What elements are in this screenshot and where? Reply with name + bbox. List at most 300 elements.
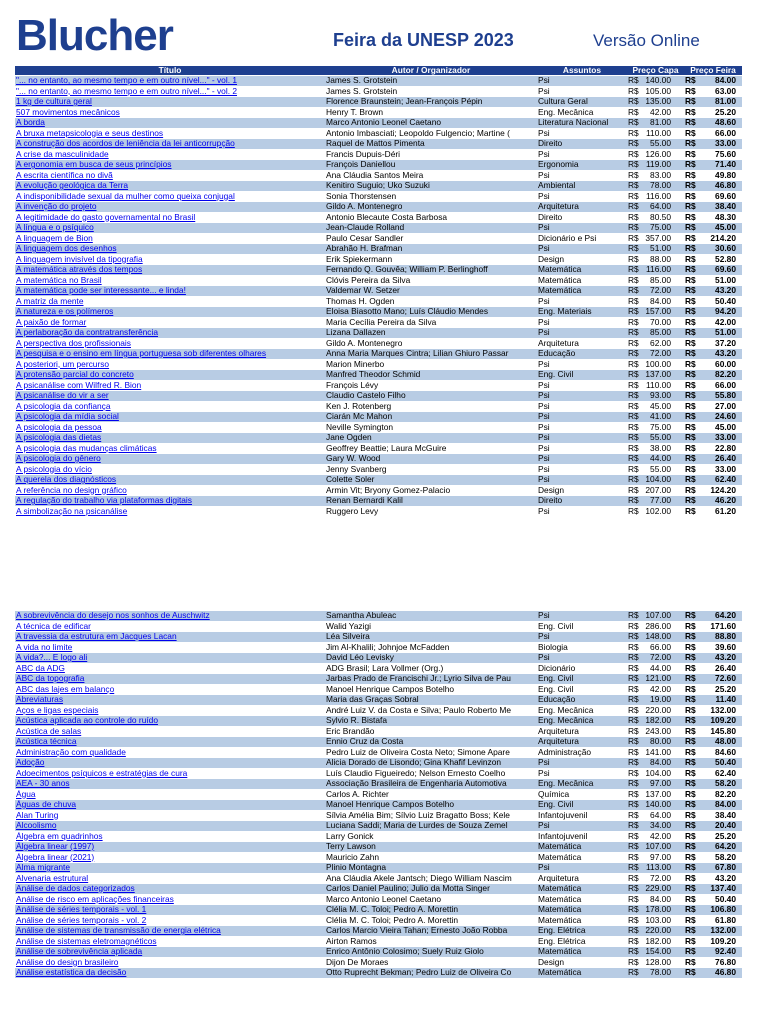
currency-symbol: R$ [628, 936, 639, 946]
book-author: André Luiz V. da Costa e Silva; Paulo Roberto Me [325, 705, 537, 716]
book-title-link[interactable]: A linguagem invisível da tipografia [15, 254, 325, 265]
cover-price [627, 139, 684, 150]
cover-price [627, 97, 684, 108]
cover-price [627, 149, 684, 160]
fair-price [684, 894, 742, 905]
table-row [15, 506, 742, 517]
book-title-link[interactable]: A perlaboração da contratransferência [15, 328, 325, 339]
book-title-link[interactable]: A simbolização na psicanálise [15, 506, 325, 517]
fair-price-value: 50.40 [715, 757, 736, 767]
currency-symbol: R$ [685, 338, 696, 348]
fair-price [684, 800, 742, 811]
cover-price-value: 84.00 [650, 296, 671, 306]
book-title-link[interactable]: A técnica de edificar [15, 621, 325, 632]
currency-symbol: R$ [628, 715, 639, 725]
book-title-link[interactable]: A travessia da estrutura em Jacques Lacan [15, 632, 325, 643]
cover-price-value: 88.00 [650, 254, 671, 264]
table-row [15, 894, 742, 905]
currency-symbol: R$ [628, 96, 639, 106]
fair-price [684, 716, 742, 727]
book-subject: Psi [537, 191, 627, 202]
book-subject: Educação [537, 695, 627, 706]
currency-symbol: R$ [685, 631, 696, 641]
currency-symbol: R$ [628, 831, 639, 841]
fair-price-value: 33.00 [715, 138, 736, 148]
cover-price-value: 66.00 [650, 642, 671, 652]
currency-symbol: R$ [628, 159, 639, 169]
cover-price-value: 44.00 [650, 453, 671, 463]
cover-price-value: 97.00 [650, 852, 671, 862]
fair-price [684, 915, 742, 926]
currency-symbol: R$ [628, 726, 639, 736]
currency-symbol: R$ [685, 191, 696, 201]
fair-price-value: 46.20 [715, 495, 736, 505]
fair-price-value: 84.00 [715, 75, 736, 85]
fair-price-value: 43.20 [715, 652, 736, 662]
fair-price [684, 401, 742, 412]
cover-price [627, 852, 684, 863]
currency-symbol: R$ [628, 495, 639, 505]
fair-price [684, 831, 742, 842]
book-subject: Psi [537, 758, 627, 769]
currency-symbol: R$ [685, 170, 696, 180]
cover-price [627, 380, 684, 391]
book-title-link[interactable]: "... no entanto, ao mesmo tempo e em outro nível..." - vol. 2 [15, 86, 325, 97]
cover-price [627, 821, 684, 832]
book-author: James S. Grotstein [325, 76, 537, 87]
fair-price-value: 66.00 [715, 128, 736, 138]
book-subject: Psi [537, 380, 627, 391]
currency-symbol: R$ [685, 904, 696, 914]
cover-price-value: 75.00 [650, 222, 671, 232]
fair-price-value: 214.20 [710, 233, 736, 243]
book-title-link[interactable]: A natureza e os polímeros [15, 307, 325, 318]
currency-symbol: R$ [685, 768, 696, 778]
cover-price [627, 674, 684, 685]
book-title-link[interactable]: ABC da topografia [15, 674, 325, 685]
currency-symbol: R$ [685, 957, 696, 967]
table-row [15, 926, 742, 937]
fair-price-value: 92.40 [715, 946, 736, 956]
book-title-link[interactable]: A psicanálise com Wilfred R. Bion [15, 380, 325, 391]
book-title-link[interactable]: A matemática no Brasil [15, 275, 325, 286]
currency-symbol: R$ [628, 338, 639, 348]
fair-price-value: 46.80 [715, 180, 736, 190]
cover-price [627, 789, 684, 800]
book-subject: Psi [537, 296, 627, 307]
currency-symbol: R$ [628, 747, 639, 757]
book-subject: Psi [537, 170, 627, 181]
book-title-link[interactable]: Acústica aplicada ao controle do ruído [15, 716, 325, 727]
book-title-link[interactable]: "... no entanto, ao mesmo tempo e em outro nível..." - vol. 1 [15, 76, 325, 87]
cover-price-value: 121.00 [645, 673, 671, 683]
book-subject: Design [537, 485, 627, 496]
table-row [15, 412, 742, 423]
currency-symbol: R$ [628, 327, 639, 337]
cover-price [627, 842, 684, 853]
fair-price-value: 60.00 [715, 359, 736, 369]
table-row [15, 181, 742, 192]
price-table-2 [15, 611, 742, 979]
fair-price [684, 947, 742, 958]
book-subject: Arquitetura [537, 338, 627, 349]
cover-price-value: 178.00 [645, 904, 671, 914]
fair-price-value: 48.30 [715, 212, 736, 222]
currency-symbol: R$ [628, 810, 639, 820]
book-title-link[interactable]: A perspectiva dos profissionais [15, 338, 325, 349]
book-title-link[interactable]: A protensão parcial do concreto [15, 370, 325, 381]
book-title-link[interactable]: A bruxa metapsicologia e seus destinos [15, 128, 325, 139]
book-title-link[interactable]: Análise de risco em aplicações financeiras [15, 894, 325, 905]
fair-price [684, 684, 742, 695]
table-row [15, 254, 742, 265]
book-title-link[interactable]: A matriz da mente [15, 296, 325, 307]
cover-price-value: 77.00 [650, 495, 671, 505]
cover-price-value: 80.00 [650, 736, 671, 746]
cover-price-value: 19.00 [650, 694, 671, 704]
fair-price-value: 50.40 [715, 296, 736, 306]
book-author: Eloisa Biasotto Mano; Luís Cláudio Mendes [325, 307, 537, 318]
book-subject: Matemática [537, 884, 627, 895]
book-title-link[interactable]: A matemática através dos tempos [15, 265, 325, 276]
fair-price-value: 43.20 [715, 285, 736, 295]
fair-price-value: 25.20 [715, 107, 736, 117]
book-title-link[interactable]: Acústica técnica [15, 737, 325, 748]
cover-price [627, 401, 684, 412]
book-title-link[interactable]: A psicologia da pessoa [15, 422, 325, 433]
book-author: Neville Symington [325, 422, 537, 433]
book-title-link[interactable]: A psicologia da confiança [15, 401, 325, 412]
book-subject: Eng. Mecânica [537, 716, 627, 727]
cover-price [627, 496, 684, 507]
book-title-link[interactable]: A matemática pode ser interessante... e linda! [15, 286, 325, 297]
cover-price [627, 328, 684, 339]
book-title-link[interactable]: Análise de séries temporais - vol. 2 [15, 915, 325, 926]
book-title-link[interactable]: A paixão de formar [15, 317, 325, 328]
book-subject: Química [537, 789, 627, 800]
cover-price [627, 726, 684, 737]
book-title-link[interactable]: A linguagem de Bion [15, 233, 325, 244]
currency-symbol: R$ [628, 401, 639, 411]
table-row [15, 170, 742, 181]
currency-symbol: R$ [628, 432, 639, 442]
table-row [15, 380, 742, 391]
book-title-link[interactable]: Análise de sistemas de transmissão de energia elétrica [15, 926, 325, 937]
book-title-link[interactable]: A indisponibilidade sexual da mulher como queixa conjugal [15, 191, 325, 202]
fair-price [684, 821, 742, 832]
book-author: Carlos A. Richter [325, 789, 537, 800]
book-title-link[interactable]: A escrita científica no divã [15, 170, 325, 181]
cover-price-value: 182.00 [645, 936, 671, 946]
currency-symbol: R$ [685, 86, 696, 96]
fair-price [684, 433, 742, 444]
table-row [15, 317, 742, 328]
cover-price [627, 286, 684, 297]
currency-symbol: R$ [628, 275, 639, 285]
book-author: Henry T. Brown [325, 107, 537, 118]
book-title-link[interactable]: A crise da masculinidade [15, 149, 325, 160]
book-author: Gary W. Wood [325, 454, 537, 465]
book-title-link[interactable]: Análise de dados categorizados [15, 884, 325, 895]
book-title-link[interactable]: A linguagem dos desenhos [15, 244, 325, 255]
fair-price [684, 642, 742, 653]
fair-price [684, 747, 742, 758]
book-title-link[interactable]: A psicanálise do vir a ser [15, 391, 325, 402]
book-title-link[interactable]: A construção dos acordos de leniência da lei anticorrupção [15, 139, 325, 150]
book-title-link[interactable]: Águas de chuva [15, 800, 325, 811]
book-title-link[interactable]: A querela dos diagnósticos [15, 475, 325, 486]
book-title-link[interactable]: Alvenaria estrutural [15, 873, 325, 884]
table-row [15, 915, 742, 926]
book-title-link[interactable]: Aços e ligas especiais [15, 705, 325, 716]
book-subject: Psi [537, 86, 627, 97]
book-title-link[interactable]: A pesquisa e o ensino em língua portuguesa sob diferentes olhares [15, 349, 325, 360]
book-title-link[interactable]: A invenção do projeto [15, 202, 325, 213]
cover-price-value: 116.00 [646, 191, 671, 201]
book-author: Jarbas Prado de Francischi Jr.; Lyrio Silva de Pau [325, 674, 537, 685]
book-author: Alicia Dorado de Lisondo; Gina Khafif Levinzon [325, 758, 537, 769]
currency-symbol: R$ [628, 611, 639, 620]
currency-symbol: R$ [628, 642, 639, 652]
cover-price-value: 137.00 [645, 369, 671, 379]
book-title-link[interactable]: A ergonomia em busca de seus princípios [15, 160, 325, 171]
cover-price-value: 154.00 [645, 946, 671, 956]
fair-price [684, 233, 742, 244]
fair-price [684, 265, 742, 276]
book-title-link[interactable]: Alan Turing [15, 810, 325, 821]
fair-price [684, 86, 742, 97]
fair-price [684, 191, 742, 202]
book-title-link[interactable]: Alcoolismo [15, 821, 325, 832]
cover-price [627, 464, 684, 475]
table-row [15, 191, 742, 202]
book-subject: Eng. Materiais [537, 307, 627, 318]
book-title-link[interactable]: AEA - 30 anos [15, 779, 325, 790]
book-title-link[interactable]: ABC das lajes em balanço [15, 684, 325, 695]
fair-price [684, 873, 742, 884]
currency-symbol: R$ [685, 621, 696, 631]
book-title-link[interactable]: Análise do design brasileiro [15, 957, 325, 968]
table-row [15, 621, 742, 632]
cover-price [627, 621, 684, 632]
fair-price-value: 37.20 [715, 338, 736, 348]
cover-price-value: 80.50 [650, 212, 671, 222]
book-title-link[interactable]: Álgebra em quadrinhos [15, 831, 325, 842]
currency-symbol: R$ [628, 233, 639, 243]
fair-price-value: 20.40 [715, 820, 736, 830]
book-subject: Cultura Geral [537, 97, 627, 108]
currency-symbol: R$ [685, 264, 696, 274]
cover-price-value: 55.00 [650, 464, 671, 474]
cover-price-value: 229.00 [645, 883, 671, 893]
currency-symbol: R$ [685, 747, 696, 757]
book-title-link[interactable]: Álgebra linear (1997) [15, 842, 325, 853]
book-title-link[interactable]: A referência no design gráfico [15, 485, 325, 496]
currency-symbol: R$ [628, 222, 639, 232]
cover-price-value: 107.00 [645, 841, 671, 851]
cover-price-value: 207.00 [645, 485, 671, 495]
fair-price-value: 132.00 [710, 925, 736, 935]
currency-symbol: R$ [628, 873, 639, 883]
currency-symbol: R$ [685, 75, 696, 85]
book-subject: Eng. Civil [537, 800, 627, 811]
fair-price [684, 422, 742, 433]
book-title-link[interactable]: A regulação do trabalho via plataformas digitais [15, 496, 325, 507]
cover-price-value: 128.00 [645, 957, 671, 967]
book-title-link[interactable]: A vida?... E logo ali [15, 653, 325, 664]
currency-symbol: R$ [685, 684, 696, 694]
book-title-link[interactable]: A psicologia das mudanças climáticas [15, 443, 325, 454]
book-title-link[interactable]: Acústica de salas [15, 726, 325, 737]
currency-symbol: R$ [685, 390, 696, 400]
book-title-link[interactable]: Adoção [15, 758, 325, 769]
book-author: Kenitiro Suguio; Uko Suzuki [325, 181, 537, 192]
book-subject: Eng. Civil [537, 684, 627, 695]
book-title-link[interactable]: ABC da ADG [15, 663, 325, 674]
book-author: Jenny Svanberg [325, 464, 537, 475]
book-title-link[interactable]: Análise estatística da decisão [15, 968, 325, 979]
book-author: Valdemar W. Setzer [325, 286, 537, 297]
book-title-link[interactable]: A psicologia da mídia social [15, 412, 325, 423]
fair-price [684, 968, 742, 979]
book-title-link[interactable]: A língua e o psíquico [15, 223, 325, 234]
cover-price [627, 212, 684, 223]
cover-price [627, 391, 684, 402]
currency-symbol: R$ [685, 883, 696, 893]
fair-price-value: 24.60 [715, 411, 736, 421]
cover-price-value: 75.00 [650, 422, 671, 432]
fair-price-value: 11.40 [715, 694, 736, 704]
cover-price [627, 632, 684, 643]
fair-price-value: 67.80 [715, 862, 736, 872]
cover-price-value: 286.00 [645, 621, 671, 631]
book-title-link[interactable]: A legitimidade do gasto governamental no Brasil [15, 212, 325, 223]
table-row [15, 810, 742, 821]
cover-price [627, 454, 684, 465]
cover-price [627, 506, 684, 517]
book-title-link[interactable]: Análise de séries temporais - vol. 1 [15, 905, 325, 916]
book-title-link[interactable]: Adoecimentos psíquicos e estratégias de cura [15, 768, 325, 779]
currency-symbol: R$ [628, 736, 639, 746]
currency-symbol: R$ [628, 925, 639, 935]
currency-symbol: R$ [685, 233, 696, 243]
book-title-link[interactable]: 1 kg de cultura geral [15, 97, 325, 108]
book-subject: Matemática [537, 894, 627, 905]
currency-symbol: R$ [685, 107, 696, 117]
book-subject: Psi [537, 391, 627, 402]
book-author: Associação Brasileira de Engenharia Automotiva [325, 779, 537, 790]
cover-price-value: 137.00 [645, 789, 671, 799]
book-title-link[interactable]: Álgebra linear (2021) [15, 852, 325, 863]
book-title-link[interactable]: A sobrevivência do desejo nos sonhos de Auschwitz [15, 611, 325, 621]
currency-symbol: R$ [628, 789, 639, 799]
cover-price [627, 884, 684, 895]
cover-price [627, 223, 684, 234]
cover-price-value: 72.00 [650, 285, 671, 295]
cover-price [627, 947, 684, 958]
book-title-link[interactable]: A evolução geológica da Terra [15, 181, 325, 192]
currency-symbol: R$ [685, 663, 696, 673]
fair-price [684, 286, 742, 297]
table-row [15, 202, 742, 213]
book-title-link[interactable]: Administração com qualidade [15, 747, 325, 758]
fair-price [684, 139, 742, 150]
book-title-link[interactable]: A psicologia do gênero [15, 454, 325, 465]
table-row [15, 475, 742, 486]
book-author: Thomas H. Ogden [325, 296, 537, 307]
table-row [15, 370, 742, 381]
book-title-link[interactable]: Análise de sistemas eletromagnéticos [15, 936, 325, 947]
book-title-link[interactable]: A vida no limite [15, 642, 325, 653]
currency-symbol: R$ [685, 694, 696, 704]
book-title-link[interactable]: 507 movimentos mecânicos [15, 107, 325, 118]
book-author: François Lévy [325, 380, 537, 391]
fair-price-value: 75.60 [715, 149, 736, 159]
currency-symbol: R$ [628, 390, 639, 400]
fair-price [684, 506, 742, 517]
currency-symbol: R$ [685, 453, 696, 463]
book-title-link[interactable]: Alma migrante [15, 863, 325, 874]
fair-price-value: 58.20 [715, 852, 736, 862]
book-title-link[interactable]: A psicologia do vício [15, 464, 325, 475]
table-row [15, 338, 742, 349]
book-title-link[interactable]: A posteriori, um percurso [15, 359, 325, 370]
cover-price-value: 126.00 [645, 149, 671, 159]
book-subject: Eng. Mecânica [537, 107, 627, 118]
book-title-link[interactable]: Análise de sobrevivência aplicada [15, 947, 325, 958]
currency-symbol: R$ [628, 841, 639, 851]
book-subject: Psi [537, 412, 627, 423]
fair-price-value: 64.20 [715, 841, 736, 851]
currency-symbol: R$ [628, 380, 639, 390]
book-subject: Psi [537, 422, 627, 433]
book-author: Paulo Cesar Sandler [325, 233, 537, 244]
fair-price [684, 705, 742, 716]
book-author: Luciana Saddi; Maria de Lurdes de Souza Zemel [325, 821, 537, 832]
currency-symbol: R$ [685, 799, 696, 809]
book-title-link[interactable]: Água [15, 789, 325, 800]
book-title-link[interactable]: A psicologia das dietas [15, 433, 325, 444]
book-author: Anna Maria Marques Cintra; Lilian Ghiuro Passar [325, 349, 537, 360]
fair-price [684, 317, 742, 328]
book-subject: Eng. Mecânica [537, 779, 627, 790]
currency-symbol: R$ [685, 96, 696, 106]
fair-price [684, 957, 742, 968]
fair-price [684, 412, 742, 423]
cover-price [627, 86, 684, 97]
book-author: Sílvia Amélia Bim; Sílvio Luiz Bragatto Boss; Kele [325, 810, 537, 821]
currency-symbol: R$ [628, 128, 639, 138]
currency-symbol: R$ [685, 464, 696, 474]
currency-symbol: R$ [685, 894, 696, 904]
cover-price-value: 116.00 [646, 264, 671, 274]
book-subject: Design [537, 254, 627, 265]
book-subject: Psi [537, 464, 627, 475]
cover-price-value: 102.00 [645, 506, 671, 516]
book-author: Clélia M. C. Toloi; Pedro A. Morettin [325, 915, 537, 926]
currency-symbol: R$ [685, 128, 696, 138]
fair-price [684, 338, 742, 349]
fair-price [684, 884, 742, 895]
book-title-link[interactable]: Abreviaturas [15, 695, 325, 706]
book-author: Ennio Cruz da Costa [325, 737, 537, 748]
fair-price-value: 49.80 [715, 170, 736, 180]
column-header-author: Autor / Organizador [325, 66, 537, 76]
cover-price-value: 182.00 [645, 715, 671, 725]
book-subject: Eng. Civil [537, 674, 627, 685]
book-title-link[interactable]: A borda [15, 118, 325, 129]
cover-price [627, 642, 684, 653]
